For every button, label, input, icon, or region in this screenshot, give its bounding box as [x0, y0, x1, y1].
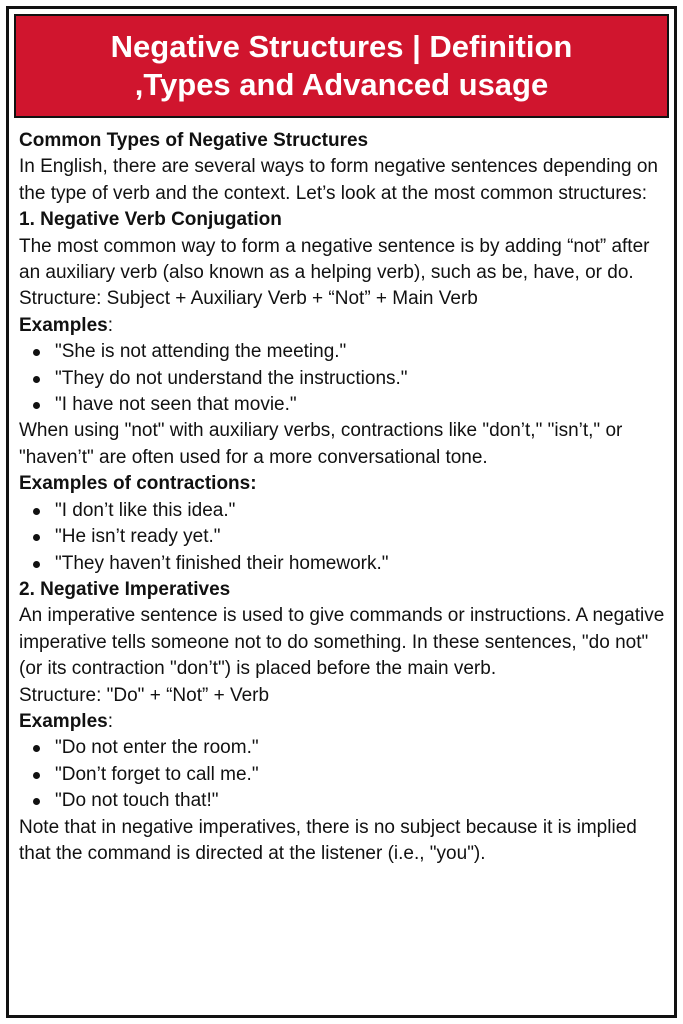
- section-2-description: An imperative sentence is used to give commands or instructions. A negative imperative tells someone not to do something. In these sentences, "do not" (or its contraction "don’t") is placed before the main verb.: [19, 605, 665, 680]
- section-1-heading: 1. Negative Verb Conjugation: [19, 209, 282, 231]
- bullet-icon: [33, 376, 40, 383]
- examples-label-bold: Examples: [19, 710, 108, 732]
- list-item-text: "Don’t forget to call me.": [55, 763, 259, 785]
- section-1-structure: Structure: Subject + Auxiliary Verb + “Not” + Main Verb: [19, 288, 478, 310]
- list-item: [19, 339, 668, 365]
- bullet-icon: [33, 561, 40, 568]
- bullet-icon: [33, 508, 40, 515]
- section-title: Common Types of Negative Structures: [19, 130, 369, 151]
- section-2-heading: 2. Negative Imperatives: [19, 578, 231, 600]
- section-2-structure: Structure: "Do" + “Not” + Verb: [19, 684, 270, 706]
- list-item: [19, 735, 668, 761]
- bullet-icon: [33, 772, 40, 779]
- list-item: [19, 366, 668, 392]
- bullet-icon: [33, 745, 40, 752]
- title-banner: [14, 14, 669, 118]
- list-item: [19, 524, 668, 550]
- list-item-text: "They do not understand the instructions.": [55, 367, 408, 389]
- list-item-text: "I have not seen that movie.": [55, 394, 297, 416]
- contractions-note: When using "not" with auxiliary verbs, contractions like "don’t," "isn’t," or "haven’t" are often used for a more conversational tone.: [19, 420, 623, 468]
- examples-label-colon: :: [107, 710, 114, 732]
- list-item: [19, 788, 668, 814]
- list-item-text: "Do not touch that!": [55, 790, 219, 812]
- article-body: [19, 128, 668, 867]
- bullet-icon: [33, 534, 40, 541]
- list-item: [19, 498, 668, 524]
- section-1-description: The most common way to form a negative sentence is by adding “not” after an auxiliary verb (also known as a helping verb), such as be, have, or do.: [19, 235, 650, 284]
- title-line-2: ,Types and Advanced usage: [134, 67, 549, 102]
- examples-label-bold: Examples: [19, 314, 108, 336]
- section-2-examples-label: [19, 709, 668, 735]
- list-item-text: "They haven’t finished their homework.": [55, 552, 389, 574]
- list-item: [19, 392, 668, 418]
- intro-paragraph: In English, there are several ways to form negative sentences depending on the type of verb and the context. Let’s look at the most common structures:: [19, 156, 658, 204]
- section-2-note: Note that in negative imperatives, there is no subject because it is implied that the command is directed at the listener (i.e., "you").: [19, 816, 637, 864]
- section-1-examples-label: [19, 313, 668, 339]
- list-item: [19, 762, 668, 788]
- section-2-examples-list: [19, 735, 668, 814]
- title-line-1: Negative Structures | Definition: [110, 29, 573, 64]
- list-item-text: "She is not attending the meeting.": [55, 341, 347, 363]
- list-item: [19, 551, 668, 577]
- contractions-list: [19, 498, 668, 577]
- section-1-examples-list: [19, 339, 668, 418]
- bullet-icon: [33, 402, 40, 409]
- document-page: [6, 6, 677, 1018]
- list-item-text: "I don’t like this idea.": [55, 499, 236, 521]
- bullet-icon: [33, 349, 40, 356]
- list-item-text: "Do not enter the room.": [55, 737, 259, 759]
- list-item-text: "He isn’t ready yet.": [55, 526, 221, 548]
- contractions-label: Examples of contractions:: [19, 473, 257, 495]
- bullet-icon: [33, 798, 40, 805]
- examples-label-colon: :: [107, 314, 114, 336]
